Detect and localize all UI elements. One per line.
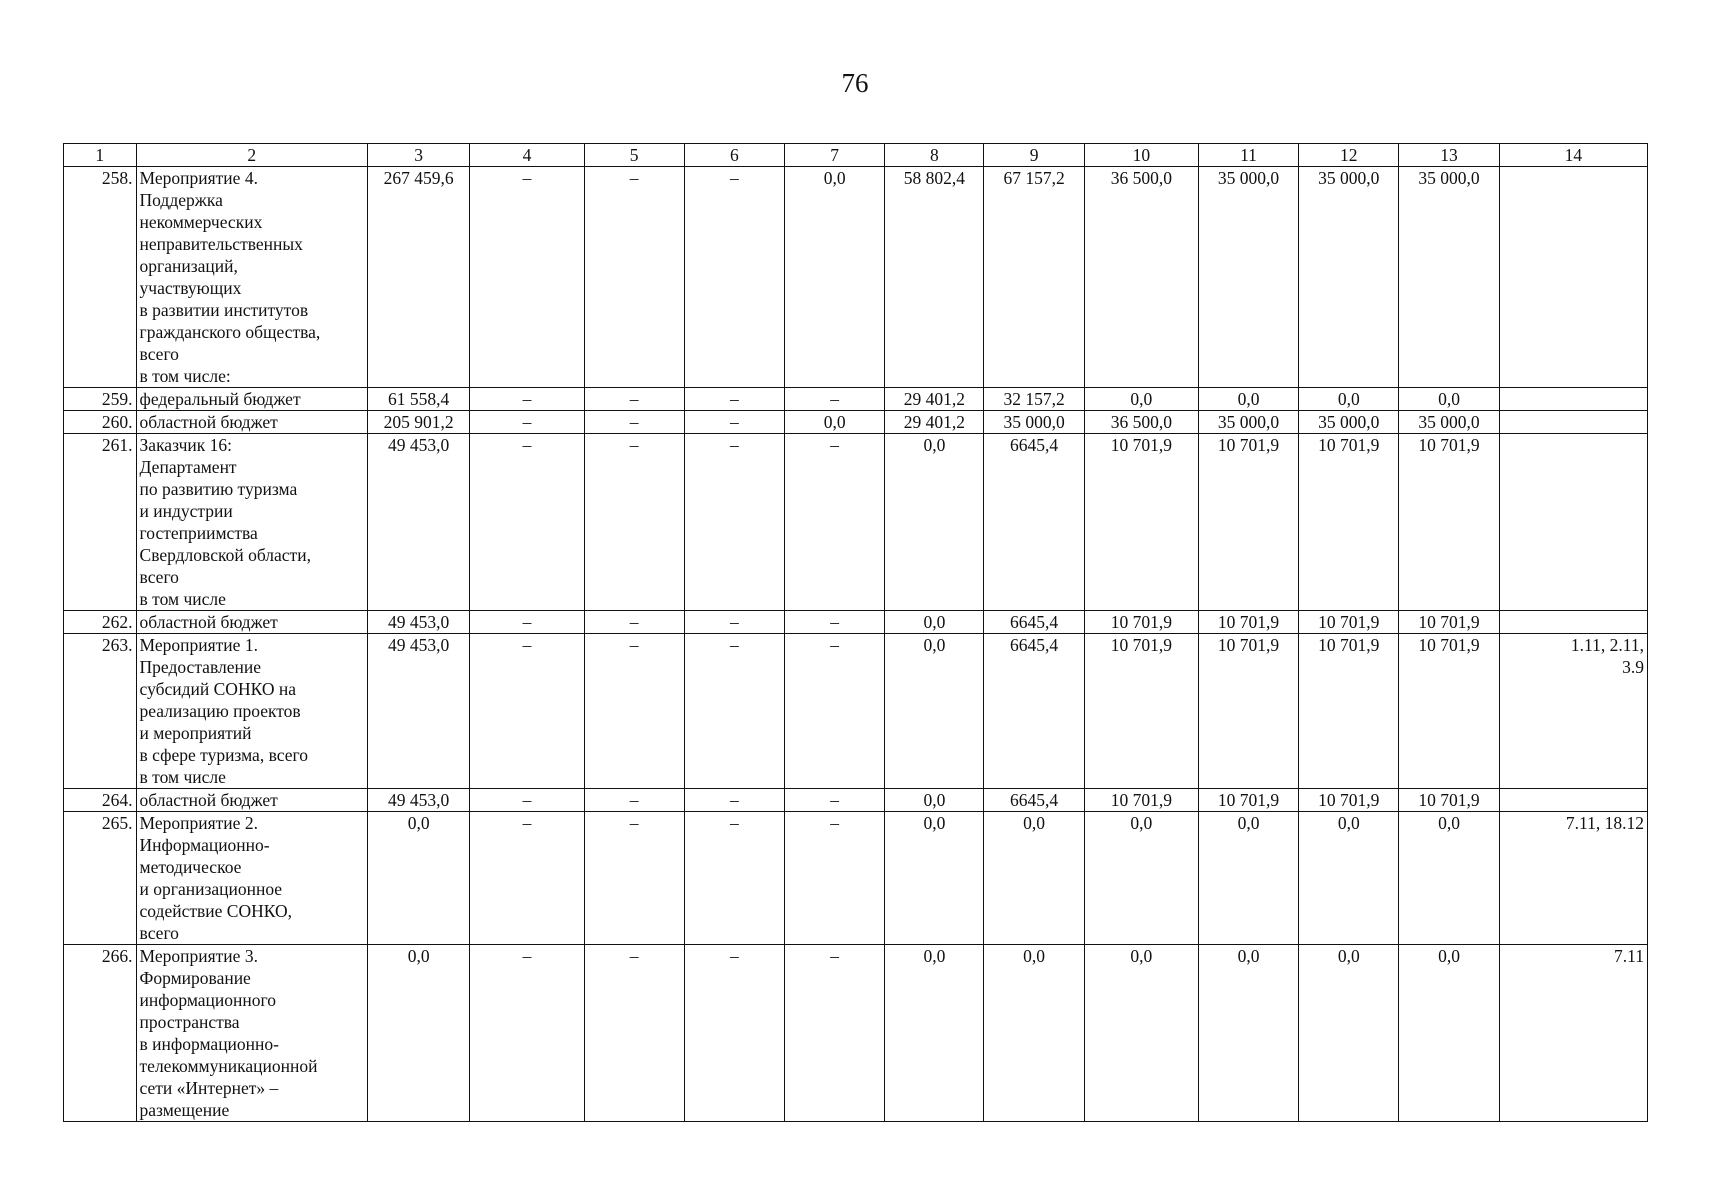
value-cell: 35 000,0 xyxy=(1399,411,1499,434)
row-description xyxy=(136,167,367,388)
value-cell: – xyxy=(684,945,784,1122)
value-cell: 32 157,2 xyxy=(984,388,1084,411)
value-cell: 0,0 xyxy=(984,945,1084,1122)
target-indicator-cell xyxy=(1499,411,1647,434)
description-line: телекоммуникационной xyxy=(139,1056,318,1076)
value-cell: 0,0 xyxy=(785,167,885,388)
target-indicator-line: 7.11 xyxy=(1614,946,1644,966)
value-cell: 0,0 xyxy=(367,812,469,945)
description-line: методическое xyxy=(139,857,242,877)
value-cell: – xyxy=(470,789,584,812)
column-header-row xyxy=(64,144,1648,167)
row-number: 261. xyxy=(64,434,137,611)
row-description xyxy=(136,411,367,434)
value-cell: – xyxy=(470,812,584,945)
value-cell: 0,0 xyxy=(1399,388,1499,411)
value-cell: – xyxy=(470,434,584,611)
target-indicator-line: 3.9 xyxy=(1622,657,1644,677)
description-line: Информационно- xyxy=(139,835,270,855)
value-cell: 10 701,9 xyxy=(1198,789,1298,812)
value-cell: – xyxy=(584,634,684,789)
row-number: 262. xyxy=(64,611,137,634)
value-cell: – xyxy=(785,634,885,789)
value-cell: – xyxy=(584,812,684,945)
value-cell: 0,0 xyxy=(885,789,984,812)
value-cell: 49 453,0 xyxy=(367,434,469,611)
value-cell: – xyxy=(470,388,584,411)
value-cell: 10 701,9 xyxy=(1299,634,1399,789)
value-cell: – xyxy=(684,789,784,812)
description-line: Свердловской области, xyxy=(139,545,311,565)
description-line: в том числе: xyxy=(139,366,231,386)
description-line: и индустрии xyxy=(139,501,233,521)
target-indicator-line: 7.11, 18.12 xyxy=(1565,813,1644,833)
value-cell: – xyxy=(470,411,584,434)
column-header: 6 xyxy=(684,144,784,167)
value-cell: 267 459,6 xyxy=(367,167,469,388)
target-indicator-cell xyxy=(1499,789,1647,812)
value-cell: – xyxy=(470,945,584,1122)
description-line: в сфере туризма, всего xyxy=(139,745,308,765)
table-row xyxy=(64,388,1648,411)
description-line: областной бюджет xyxy=(139,612,278,632)
description-line: гостеприимства xyxy=(139,523,258,543)
description-line: Мероприятие 3. xyxy=(139,946,258,966)
value-cell: 0,0 xyxy=(1198,945,1298,1122)
row-number: 260. xyxy=(64,411,137,434)
value-cell: 0,0 xyxy=(1084,812,1198,945)
value-cell: 0,0 xyxy=(885,611,984,634)
value-cell: 36 500,0 xyxy=(1084,167,1198,388)
value-cell: 35 000,0 xyxy=(1299,411,1399,434)
description-line: всего xyxy=(139,923,179,943)
description-line: информационного xyxy=(139,990,277,1010)
column-header: 4 xyxy=(470,144,584,167)
description-line: Мероприятие 4. xyxy=(139,168,258,188)
description-line: неправительственных xyxy=(139,234,303,254)
row-number: 266. xyxy=(64,945,137,1122)
value-cell: – xyxy=(684,411,784,434)
description-line: по развитию туризма xyxy=(139,479,298,499)
target-indicator-cell xyxy=(1499,388,1647,411)
description-line: Мероприятие 2. xyxy=(139,813,258,833)
target-indicator-cell xyxy=(1499,611,1647,634)
value-cell: 6645,4 xyxy=(984,611,1084,634)
description-line: областной бюджет xyxy=(139,790,278,810)
value-cell: 35 000,0 xyxy=(1399,167,1499,388)
table-row xyxy=(64,789,1648,812)
value-cell: 10 701,9 xyxy=(1198,611,1298,634)
description-line: областной бюджет xyxy=(139,412,278,432)
value-cell: 36 500,0 xyxy=(1084,411,1198,434)
value-cell: 6645,4 xyxy=(984,789,1084,812)
description-line: Департамент xyxy=(139,457,237,477)
value-cell: 10 701,9 xyxy=(1399,611,1499,634)
value-cell: – xyxy=(684,388,784,411)
value-cell: 0,0 xyxy=(1299,388,1399,411)
value-cell: 35 000,0 xyxy=(1198,167,1298,388)
value-cell: – xyxy=(684,167,784,388)
value-cell: – xyxy=(584,434,684,611)
row-number: 258. xyxy=(64,167,137,388)
table-body xyxy=(64,167,1648,1122)
column-header: 5 xyxy=(584,144,684,167)
value-cell: 0,0 xyxy=(1198,388,1298,411)
description-line: в развитии институтов xyxy=(139,300,309,320)
description-line: сети «Интернет» – xyxy=(139,1078,279,1098)
value-cell: 10 701,9 xyxy=(1084,789,1198,812)
value-cell: 67 157,2 xyxy=(984,167,1084,388)
value-cell: – xyxy=(584,388,684,411)
value-cell: 0,0 xyxy=(1299,812,1399,945)
target-indicator-cell xyxy=(1499,945,1647,1122)
value-cell: 35 000,0 xyxy=(1299,167,1399,388)
row-description xyxy=(136,434,367,611)
description-line: Поддержка xyxy=(139,190,223,210)
value-cell: 35 000,0 xyxy=(1198,411,1298,434)
row-description xyxy=(136,812,367,945)
table-row xyxy=(64,167,1648,388)
table-row xyxy=(64,812,1648,945)
value-cell: 29 401,2 xyxy=(885,388,984,411)
value-cell: 49 453,0 xyxy=(367,634,469,789)
value-cell: – xyxy=(785,611,885,634)
row-description xyxy=(136,789,367,812)
value-cell: 61 558,4 xyxy=(367,388,469,411)
description-line: гражданского общества, xyxy=(139,322,321,342)
row-number: 265. xyxy=(64,812,137,945)
value-cell: 10 701,9 xyxy=(1399,789,1499,812)
description-line: реализацию проектов xyxy=(139,701,301,721)
row-description xyxy=(136,945,367,1122)
value-cell: – xyxy=(584,789,684,812)
value-cell: 10 701,9 xyxy=(1299,789,1399,812)
value-cell: 0,0 xyxy=(1299,945,1399,1122)
value-cell: 0,0 xyxy=(1399,812,1499,945)
row-description xyxy=(136,634,367,789)
value-cell: 10 701,9 xyxy=(1299,611,1399,634)
value-cell: – xyxy=(684,812,784,945)
column-header: 2 xyxy=(136,144,367,167)
target-indicator-cell xyxy=(1499,634,1647,789)
value-cell: 49 453,0 xyxy=(367,789,469,812)
value-cell: – xyxy=(470,611,584,634)
value-cell: 10 701,9 xyxy=(1084,434,1198,611)
description-line: участвующих xyxy=(139,278,242,298)
page-number: 76 xyxy=(841,68,869,98)
description-line: и организационное xyxy=(139,879,283,899)
description-line: и мероприятий xyxy=(139,723,252,743)
target-indicator-cell xyxy=(1499,167,1647,388)
table-row xyxy=(64,411,1648,434)
column-header: 7 xyxy=(785,144,885,167)
table-row xyxy=(64,634,1648,789)
column-header: 3 xyxy=(367,144,469,167)
column-header: 11 xyxy=(1198,144,1298,167)
target-indicator-cell xyxy=(1499,434,1647,611)
value-cell: 10 701,9 xyxy=(1198,434,1298,611)
target-indicator-line: 1.11, 2.11, xyxy=(1570,635,1644,655)
value-cell: 58 802,4 xyxy=(885,167,984,388)
row-number: 263. xyxy=(64,634,137,789)
value-cell: 10 701,9 xyxy=(1084,611,1198,634)
table-row xyxy=(64,611,1648,634)
value-cell: 0,0 xyxy=(1084,945,1198,1122)
description-line: Формирование xyxy=(139,968,251,988)
description-line: Заказчик 16: xyxy=(139,435,233,455)
budget-table xyxy=(63,143,1648,1122)
value-cell: 29 401,2 xyxy=(885,411,984,434)
column-header: 13 xyxy=(1399,144,1499,167)
column-header: 8 xyxy=(885,144,984,167)
value-cell: 10 701,9 xyxy=(1084,634,1198,789)
value-cell: – xyxy=(785,945,885,1122)
value-cell: – xyxy=(684,611,784,634)
table-row xyxy=(64,945,1648,1122)
value-cell: 0,0 xyxy=(1399,945,1499,1122)
description-line: в информационно- xyxy=(139,1034,279,1054)
value-cell: 0,0 xyxy=(885,945,984,1122)
value-cell: – xyxy=(684,434,784,611)
value-cell: 0,0 xyxy=(367,945,469,1122)
row-description xyxy=(136,611,367,634)
description-line: размещение xyxy=(139,1100,230,1120)
value-cell: 205 901,2 xyxy=(367,411,469,434)
value-cell: 0,0 xyxy=(885,812,984,945)
description-line: Мероприятие 1. xyxy=(139,635,258,655)
value-cell: – xyxy=(470,634,584,789)
row-description xyxy=(136,388,367,411)
description-line: в том числе xyxy=(139,589,226,609)
value-cell: – xyxy=(584,167,684,388)
description-line: пространства xyxy=(139,1012,240,1032)
row-number: 259. xyxy=(64,388,137,411)
row-number: 264. xyxy=(64,789,137,812)
description-line: содействие СОНКО, xyxy=(139,901,292,921)
value-cell: – xyxy=(785,789,885,812)
column-header: 14 xyxy=(1499,144,1647,167)
value-cell: – xyxy=(470,167,584,388)
value-cell: – xyxy=(684,634,784,789)
value-cell: 0,0 xyxy=(1198,812,1298,945)
column-header: 9 xyxy=(984,144,1084,167)
description-line: Предоставление xyxy=(139,657,261,677)
description-line: всего xyxy=(139,567,179,587)
value-cell: 35 000,0 xyxy=(984,411,1084,434)
description-line: субсидий СОНКО на xyxy=(139,679,296,699)
value-cell: 0,0 xyxy=(785,411,885,434)
value-cell: 10 701,9 xyxy=(1198,634,1298,789)
value-cell: – xyxy=(584,611,684,634)
value-cell: – xyxy=(584,411,684,434)
value-cell: – xyxy=(785,812,885,945)
description-line: в том числе xyxy=(139,767,226,787)
value-cell: 0,0 xyxy=(1084,388,1198,411)
target-indicator-cell xyxy=(1499,812,1647,945)
value-cell: 0,0 xyxy=(885,634,984,789)
value-cell: 10 701,9 xyxy=(1399,434,1499,611)
column-header: 12 xyxy=(1299,144,1399,167)
value-cell: – xyxy=(584,945,684,1122)
value-cell: 10 701,9 xyxy=(1399,634,1499,789)
table-row xyxy=(64,434,1648,611)
description-line: некоммерческих xyxy=(139,212,263,232)
description-line: организаций, xyxy=(139,256,238,276)
description-line: федеральный бюджет xyxy=(139,389,301,409)
column-header: 1 xyxy=(64,144,137,167)
value-cell: 0,0 xyxy=(885,434,984,611)
description-line: всего xyxy=(139,344,179,364)
value-cell: – xyxy=(785,388,885,411)
value-cell: 49 453,0 xyxy=(367,611,469,634)
value-cell: 10 701,9 xyxy=(1299,434,1399,611)
value-cell: 0,0 xyxy=(984,812,1084,945)
column-header: 10 xyxy=(1084,144,1198,167)
value-cell: 6645,4 xyxy=(984,434,1084,611)
value-cell: – xyxy=(785,434,885,611)
value-cell: 6645,4 xyxy=(984,634,1084,789)
